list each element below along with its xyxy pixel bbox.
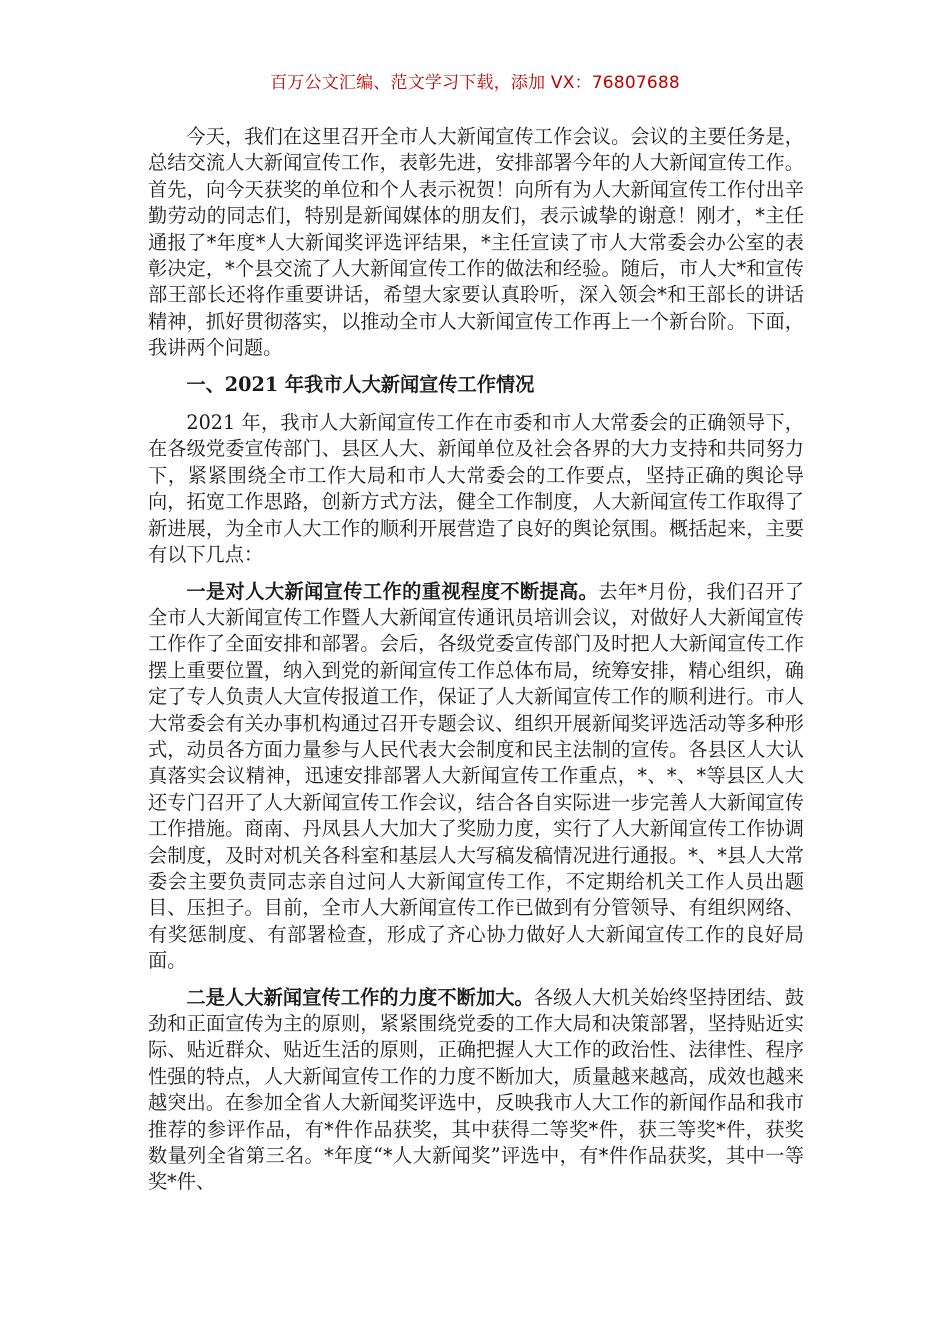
intro-paragraph: 今天，我们在这里召开全市人大新闻宣传工作会议。会议的主要任务是，总结交流人大新闻宣传工作，表彰先进，安排部署今年的人大新闻宣传工作。首先，向今天获奖的单位和个人表示祝贺！向所有为人大新闻宣传工作付出辛勤劳动的同志们，特别是新闻媒体的朋友们，表示诚挚的谢意！刚才，*主任通报了*年度*人大新闻奖评选评结果，*主任宣读了市人大常委会办公室的表彰决定，*个县交流了人大新闻宣传工作的做法和经验。随后，市人大*和宣传部王部长还将作重要讲话，希望大家要认真聆听，深入领会*和王部长的讲话精神，抓好贯彻落实，以推动全市人大新闻宣传工作再上一个新台阶。下面，我讲两个问题。 [148, 125, 804, 360]
document-body [148, 124, 804, 1206]
section-intro-paragraph: 2021 年，我市人大新闻宣传工作在市委和市人大常委会的正确领导下，在各级党委宣传部门、县区人大、新闻单位及社会各界的大力支持和共同努力下，紧紧围绕全市工作大局和市人大常委会的工作要点，坚持正确的舆论导向，拓宽工作思路，创新方式方法，健全工作制度，人大新闻宣传工作取得了新进展，为全市人大工作的顺利开展营造了良好的舆论氛围。概括起来，主要有以下几点： [148, 411, 804, 567]
point-one-lead: 一是对人大新闻宣传工作的重视程度不断提高。 [186, 579, 599, 603]
point-one-paragraph [148, 579, 804, 975]
point-one-body: 去年*月份，我们召开了全市人大新闻宣传工作暨人大新闻宣传通讯员培训会议，对做好人大新闻宣传工作作了全面安排和部署。会后，各级党委宣传部门及时把人大新闻宣传工作摆上重要位置，纳入到党的新闻宣传工作总体布局，统筹安排，精心组织，确定了专人负责人大宣传报道工作，保证了人大新闻宣传工作的顺利进行。市人大常委会有关办事机构通过召开专题会议、组织开展新闻奖评选活动等多种形式，动员各方面力量参与人民代表大会制度和民主法制的宣传。各县区人大认真落实会议精神，迅速安排部署人大新闻宣传工作重点，*、*、*等县区人大还专门召开了人大新闻宣传工作会议，结合各自实际进一步完善人大新闻宣传工作措施。商南、丹凤县人大加大了奖励力度，实行了人大新闻宣传工作协调会制度，及时对机关各科室和基层人大写稿发稿情况进行通报。*、*县人大常委会主要负责同志亲自过问人大新闻宣传工作，不定期给机关工作人员出题目、压担子。目前，全市人大新闻宣传工作已做到有分管领导、有组织网络、有奖惩制度、有部署检查，形成了齐心协力做好人大新闻宣传工作的良好局面。 [148, 579, 805, 973]
point-two-paragraph [148, 985, 804, 1196]
section-heading: 一、2021 年我市人大新闻宣传工作情况 [186, 372, 535, 396]
download-banner: 百万公文汇编、范文学习下载，添加 VX：76807688 [270, 73, 680, 93]
point-two-body: 各级人大机关始终坚持团结、鼓劲和正面宣传为主的原则，紧紧围绕党委的工作大局和决策部署，坚持贴近实际、贴近群众、贴近生活的原则，正确把握人大工作的政治性、法律性、程序性强的特点，人大新闻宣传工作的力度不断加大，质量越来越高，成效也越来越突出。在参加全省人大新闻奖评选中，反映我市人大工作的新闻作品和我市推荐的参评作品，有*件作品获奖，其中获得二等奖*件，获三等奖*件，获奖数量列全省第三名。*年度“*人大新闻奖”评选中，有*件作品获奖，其中一等奖*件、 [148, 985, 805, 1194]
point-two-lead: 二是人大新闻宣传工作的力度不断加大。 [186, 985, 534, 1009]
